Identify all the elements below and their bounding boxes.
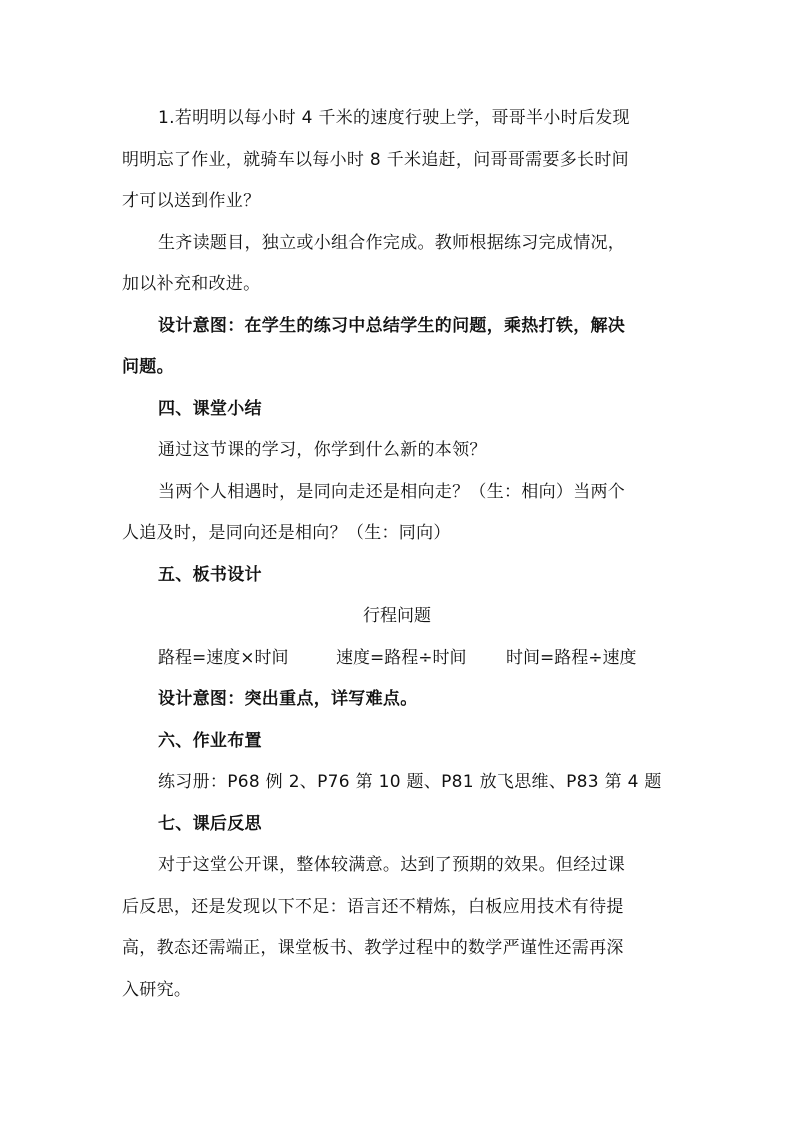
formula-time: 时间=路程÷速度: [506, 648, 637, 668]
activity-text-line-1: 生齐读题目，独立或小组合作完成。教师根据练习完成情况，: [158, 233, 626, 253]
section-heading-reflection: 七、课后反思: [158, 814, 262, 834]
formula-distance: 路程=速度×时间: [158, 648, 289, 668]
design-intent-line-1: 设计意图：在学生的练习中总结学生的问题，乘热打铁，解决: [158, 316, 626, 336]
section-heading-summary: 四、课堂小结: [158, 399, 262, 419]
problem-text-line-2: 明明忘了作业，就骑车以每小时 8 千米追赶，问哥哥需要多长时间: [122, 150, 629, 170]
section-heading-board-design: 五、板书设计: [158, 565, 262, 585]
formula-row: [158, 646, 637, 670]
reflection-line-1: 对于这堂公开课，整体较满意。达到了预期的效果。但经过课: [158, 855, 626, 875]
homework-text: 练习册：P68 例 2、P76 第 10 题、P81 放飞思维、P83 第 4 题: [158, 772, 662, 792]
summary-question: 通过这节课的学习，你学到什么新的本领？: [158, 440, 487, 460]
design-intent-line-2: 问题。: [122, 357, 174, 377]
activity-text-line-2: 加以补充和改进。: [122, 274, 261, 294]
summary-answer-line-2: 人追及时，是同向还是相向？（生：同向）: [122, 523, 451, 543]
reflection-line-2: 后反思，还是发现以下不足：语言还不精炼，白板应用技术有待提: [122, 897, 624, 917]
section-heading-homework: 六、作业布置: [158, 731, 262, 751]
problem-text-line-3: 才可以送到作业？: [122, 191, 261, 211]
formula-speed: 速度=路程÷时间: [336, 648, 467, 668]
problem-text-line-1: 1.若明明以每小时 4 千米的速度行驶上学，哥哥半小时后发现: [158, 108, 630, 128]
summary-answer-line-1: 当两个人相遇时，是同向走还是相向走？（生：相向）当两个: [158, 482, 626, 502]
reflection-line-3: 高，教态还需端正，课堂板书、教学过程中的数学严谨性还需再深: [122, 938, 624, 958]
design-intent-2: 设计意图：突出重点，详写难点。: [158, 689, 418, 709]
reflection-line-4: 入研究。: [122, 980, 192, 1000]
board-title: 行程问题: [363, 606, 431, 626]
